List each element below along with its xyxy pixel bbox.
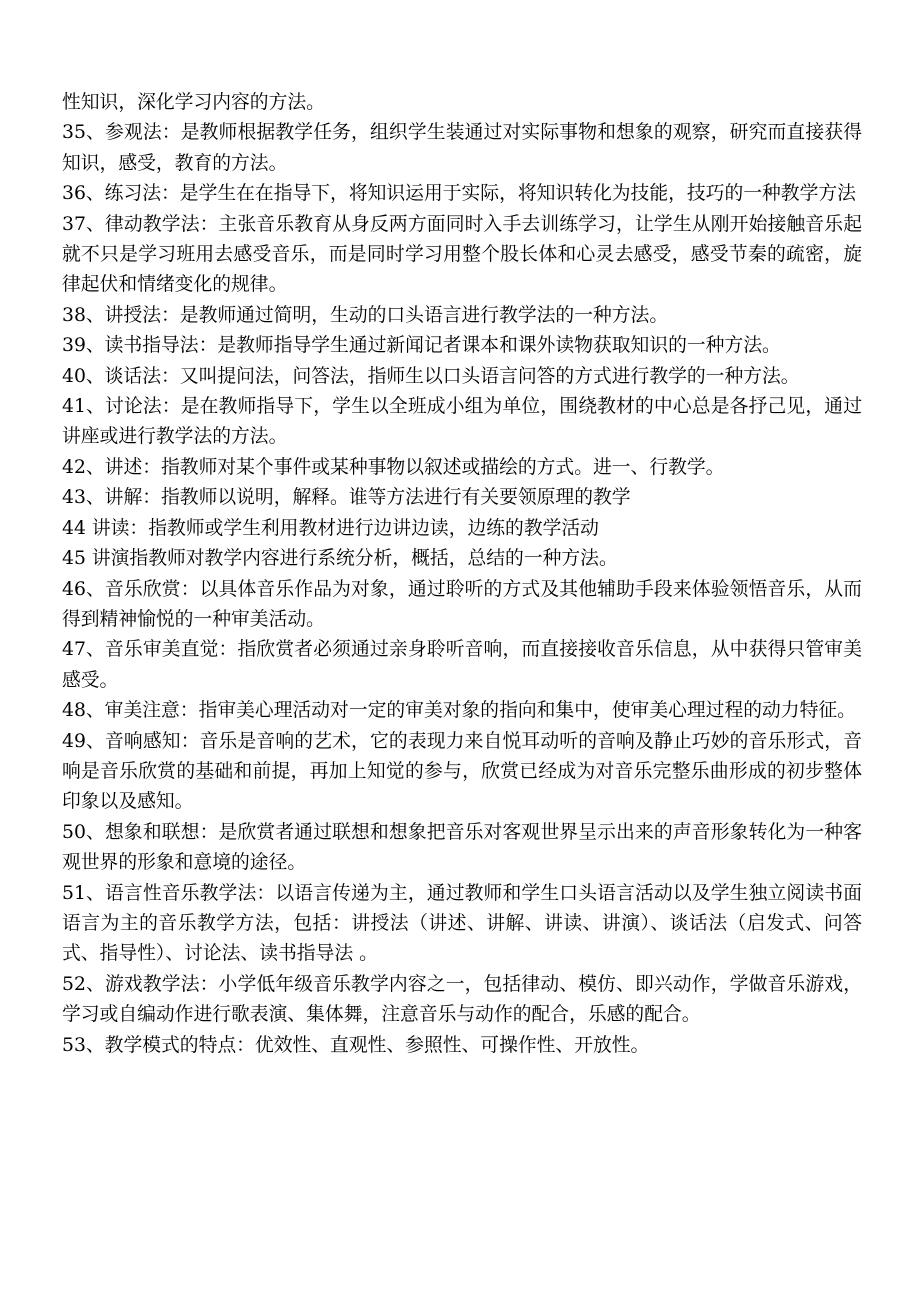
entry-41-discussion-method: 41、讨论法：是在教师指导下，学生以全班成小组为单位，围绕教材的中心总是各抒己见，通过讲座或进行教学法的方法。 xyxy=(62,396,862,448)
entry-42-narration: 42、讲述：指教师对某个事件或某种事物以叙述或描绘的方式。进一、行教学。 xyxy=(62,456,725,478)
entry-46-music-appreciation: 46、音乐欣赏：以具体音乐作品为对象，通过聆听的方式及其他辅助手段来体验领悟音乐，从而得到精神愉悦的一种审美活动。 xyxy=(62,578,862,630)
entry-49-sound-perception: 49、音响感知：音乐是音响的艺术，它的表现力来自悦耳动听的音响及静止巧妙的音乐形式，音响是音乐欣赏的基础和前提，再加上知觉的参与，欣赏已经成为对音乐完整乐曲形成的初步整体印象以及感知。 xyxy=(62,730,862,813)
entry-40-conversation-method: 40、谈话法：又叫提问法，问答法，指师生以口头语言问答的方式进行教学的一种方法。 xyxy=(62,365,800,387)
document-page xyxy=(62,88,862,1061)
entry-44-reading-aloud: 44 讲读：指教师或学生利用教材进行边讲边读，边练的教学活动 xyxy=(62,517,599,539)
entry-45-speech: 45 讲演指教师对教学内容进行系统分析，概括，总结的一种方法。 xyxy=(62,548,618,570)
entry-50-imagination-association: 50、想象和联想：是欣赏者通过联想和想象把音乐对客观世界呈示出来的声音形象转化为一种客观世界的形象和意境的途径。 xyxy=(62,821,862,874)
entry-36-practice-method: 36、练习法：是学生在在指导下，将知识运用于实际，将知识转化为技能，技巧的一种教学方法 xyxy=(62,183,856,205)
entry-53-teaching-mode-features: 53、教学模式的特点：优效性、直观性、参照性、可操作性、开放性。 xyxy=(62,1034,650,1056)
entry-39-reading-guidance: 39、读书指导法：是教师指导学生通过新闻记者课本和课外读物获取知识的一种方法。 xyxy=(62,335,781,357)
entry-52-game-teaching-method: 52、游戏教学法：小学低年级音乐教学内容之一，包括律动、模仿、即兴动作，学做音乐游戏，学习或自编动作进行歌表演、集体舞，注意音乐与动作的配合，乐感的配合。 xyxy=(62,973,862,1026)
entry-48-aesthetic-attention: 48、审美注意：指审美心理活动对一定的审美对象的指向和集中，使审美心理过程的动力特征。 xyxy=(62,700,856,722)
entry-38-lecture-method: 38、讲授法：是教师通过简明，生动的口头语言进行教学法的一种方法。 xyxy=(62,304,669,326)
entry-35-visiting-method: 35、参观法：是教师根据教学任务，组织学生装通过对实际事物和想象的观察，研究而直接获得知识，感受，教育的方法。 xyxy=(62,122,862,174)
entry-51-verbal-teaching-method: 51、语言性音乐教学法：以语言传递为主，通过教师和学生口头语言活动以及学生独立阅读书面语言为主的音乐教学方法，包括：讲授法（讲述、讲解、讲读、讲演）、谈话法（启发式、问答式、指导性）、讨论法、读书指导法 。 xyxy=(62,882,862,965)
entry-continuation: 性知识，深化学习内容的方法。 xyxy=(62,92,325,113)
entry-37-rhythm-method: 37、律动教学法：主张音乐教育从身反两方面同时入手去训练学习，让学生从刚开始接触音乐起就不只是学习班用去感受音乐，而是同时学习用整个股长体和心灵去感受，感受节秦的疏密，旋律起伏和情绪变化的规律。 xyxy=(62,213,862,296)
entry-43-explanation: 43、讲解：指教师以说明，解释。谁等方法进行有关要领原理的教学 xyxy=(62,487,631,509)
entry-47-aesthetic-intuition: 47、音乐审美直觉：指欣赏者必须通过亲身聆听音响，而直接接收音乐信息，从中获得只管审美感受。 xyxy=(62,639,862,691)
